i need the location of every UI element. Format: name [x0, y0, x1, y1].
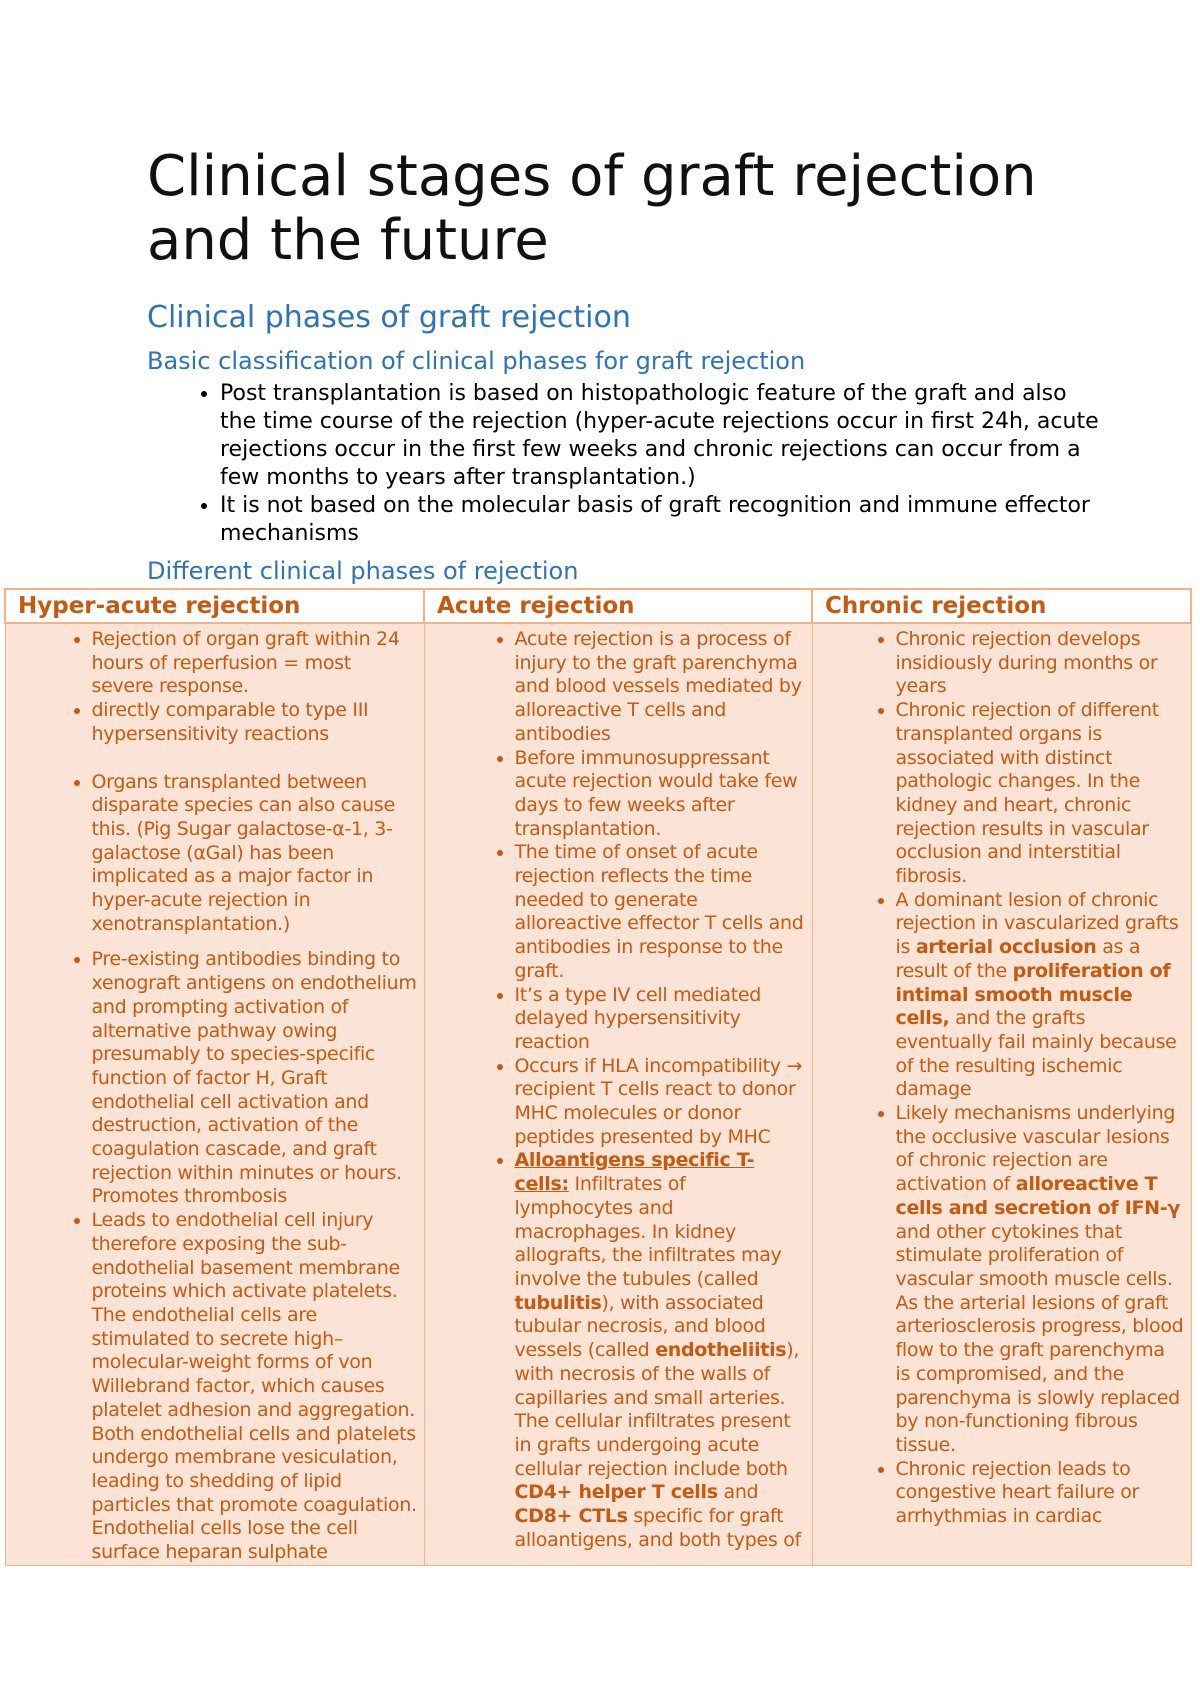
list-item: • Post transplantation is based on histopathologic feature of the graft and also the time course of the rejection (hyper-acute rejections occur in first 24h, acute rejections occur in the first few weeks and chronic rejections can occur from a few months to years after transplantation.): [220, 380, 1100, 492]
page-title: Clinical stages of graft rejection and the future: [147, 144, 1037, 273]
list-item: • Chronic rejection leads to congestive heart failure or arrhythmias in cardiac: [896, 1458, 1185, 1529]
list-item: • Alloantigens specific T-cells: Infiltrates of lymphocytes and macrophages. In kidney allografts, the infiltrates may involve the tubules (called tubulitis), with associated tubular necrosis, and blood vessels (called endotheliitis), with necrosis of the walls of capillaries and small arteries. The cellular infiltrates present in grafts undergoing acute cellular rejection include both CD4+ helper T cells and CD8+ CTLs specific for graft alloantigens, and both types of: [515, 1149, 806, 1552]
list-item: • Occurs if HLA incompatibility → recipient T cells react to donor MHC molecules or donor peptides presented by MHC: [515, 1055, 806, 1150]
list-item: • Likely mechanisms underlying the occlusive vascular lesions of chronic rejection are activation of alloreactive T cells and secretion of IFN-γ and other cytokines that stimulate proliferation of vascular smooth muscle cells. As the arterial lesions of graft arteriosclerosis progress, blood flow to the graft parenchyma is compromised, and the parenchyma is slowly replaced by non-functioning fibrous tissue.: [896, 1102, 1185, 1458]
phases-heading: Different clinical phases of rejection: [147, 557, 579, 585]
tubulitis-term: tubulitis: [514, 1291, 602, 1314]
chronic-list: [821, 628, 1185, 1529]
header-acute: Acute rejection: [424, 589, 812, 623]
arterial-occlusion-term: arterial occlusion: [915, 936, 1097, 959]
hyper-acute-list: [14, 628, 418, 1565]
list-item: • It is not based on the molecular basis of graft recognition and immune effector mechanisms: [220, 492, 1100, 548]
cd4-term: CD4+ helper T cells: [514, 1481, 718, 1504]
list-item: • Pre-existing antibodies binding to xenograft antigens on endothelium and prompting activation of alternative pathway owing presumably to species-specific function of factor H, Graft endothelial cell activation and destruction, activation of the coagulation cascade, and graft rejection within minutes or hours. Promotes thrombosis: [92, 948, 418, 1209]
intimal-proliferation-term: proliferation of intimal smooth muscle cells,: [895, 959, 1171, 1030]
chronic-cell: [812, 623, 1191, 1565]
alloreactive-t-cells-term: alloreactive T cells and secretion of IFN-γ: [895, 1173, 1180, 1219]
header-hyper-acute: Hyper-acute rejection: [5, 589, 424, 623]
alloantigens-lead: Alloantigens specific T-cells:: [514, 1149, 755, 1196]
list-item: • Chronic rejection of different transplanted organs is associated with distinct pathologic changes. In the kidney and heart, chronic rejection results in vascular occlusion and interstitial fibrosis.: [896, 699, 1185, 889]
hyper-acute-cell: [5, 623, 424, 1565]
list-item: • Organs transplanted between disparate species can also cause this. (Pig Sugar galactose-α-1, 3-galactose (αGal) has been implicated as a major factor in hyper-acute rejection in xenotransplantation.): [92, 771, 418, 937]
cd8-term: CD8+ CTLs: [514, 1505, 628, 1528]
list-item: • Before immunosuppressant acute rejection would take few days to few weeks after transplantation.: [515, 747, 806, 842]
list-item: • Acute rejection is a process of injury to the graft parenchyma and blood vessels mediated by alloreactive T cells and antibodies: [515, 628, 806, 747]
list-item: • directly comparable to type III hypersensitivity reactions: [92, 699, 418, 746]
basic-classification-list: [175, 380, 1100, 548]
list-item: • Rejection of organ graft within 24 hours of reperfusion = most severe response.: [92, 628, 418, 699]
acute-cell: [424, 623, 812, 1565]
list-item: • The time of onset of acute rejection reflects the time needed to generate alloreactive effector T cells and antibodies in response to the graft.: [515, 841, 806, 983]
endotheliitis-term: endotheliitis: [655, 1339, 787, 1362]
list-item: • It’s a type IV cell mediated delayed hypersensitivity reaction: [515, 984, 806, 1055]
list-item: • A dominant lesion of chronic rejection in vascularized grafts is arterial occlusion as a result of the proliferation of intimal smooth muscle cells, and the grafts eventually fail mainly because of the resulting ischemic damage: [896, 889, 1185, 1102]
list-item: • Leads to endothelial cell injury therefore exposing the sub-endothelial basement membrane proteins which activate platelets. The endothelial cells are stimulated to secrete high–molecular-weight forms of von Willebrand factor, which causes platelet adhesion and aggregation. Both endothelial cells and platelets undergo membrane vesiculation, leading to shedding of lipid particles that promote coagulation. Endothelial cells lose the cell surface heparan sulphate: [92, 1209, 418, 1565]
table-row: [5, 623, 1191, 1565]
rejection-phases-table: [4, 588, 1192, 1566]
header-chronic: Chronic rejection: [812, 589, 1191, 623]
acute-list: [433, 628, 806, 1552]
table-header-row: [5, 589, 1191, 623]
basic-classification-heading: Basic classification of clinical phases for graft rejection: [147, 347, 806, 375]
section-heading: Clinical phases of graft rejection: [147, 300, 631, 335]
list-item: • Chronic rejection develops insidiously during months or years: [896, 628, 1185, 699]
